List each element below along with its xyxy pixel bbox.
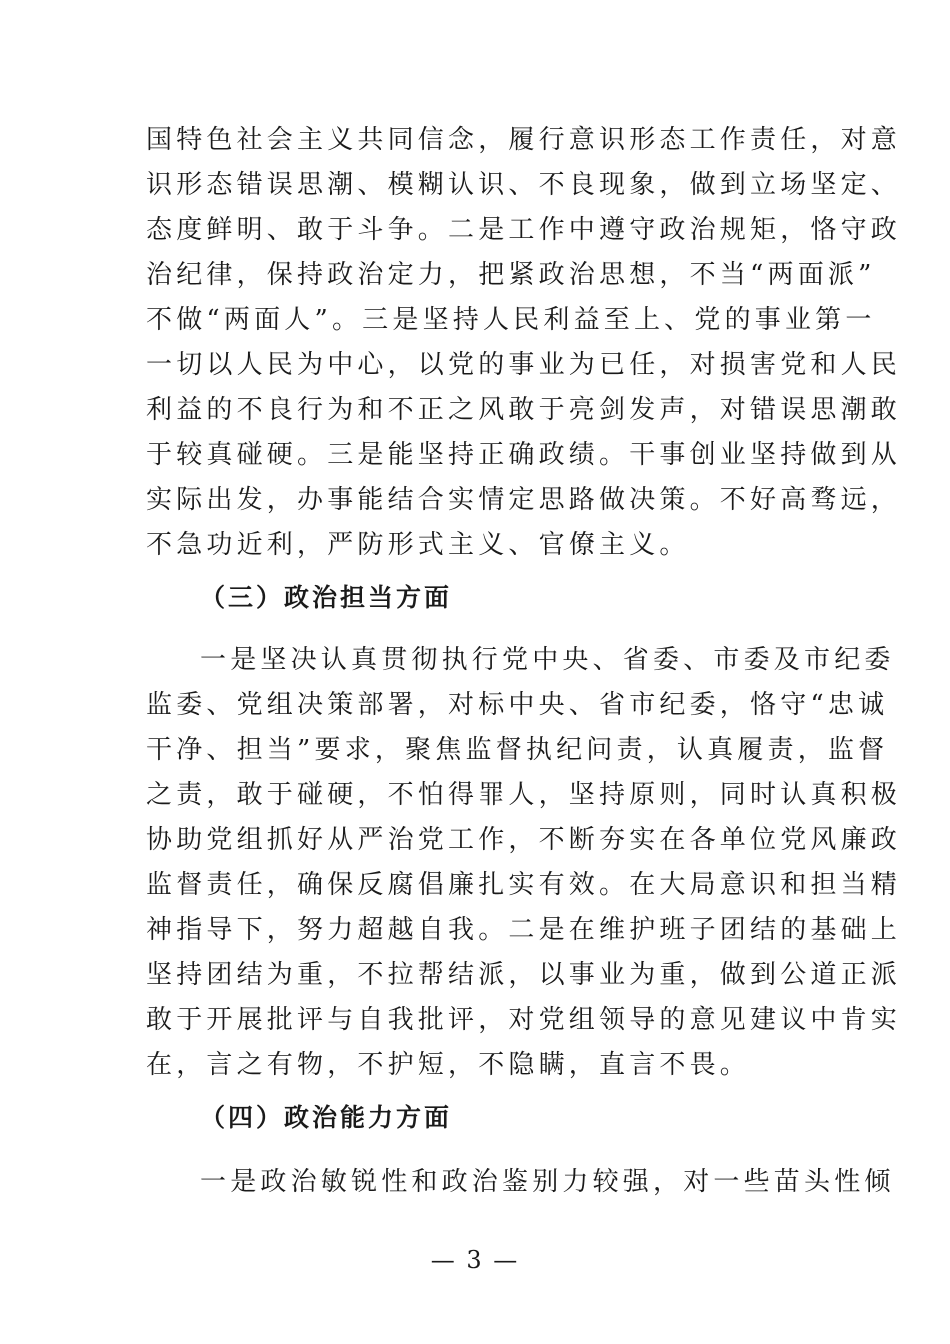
section-heading: （四）政治能力方面 xyxy=(200,1103,453,1132)
body-text-line: 协助党组抓好从严治党工作，不断夯实在各单位党风廉政 xyxy=(146,825,902,855)
body-text-line: 治纪律，保持政治定力，把紧政治思想，不当“两面派” xyxy=(146,260,876,290)
body-text-line: 神指导下，努力超越自我。二是在维护班子团结的基础上 xyxy=(146,915,902,945)
body-text-line: 不急功近利，严防形式主义、官僚主义。 xyxy=(146,530,690,560)
body-text-line: 监督责任，确保反腐倡廉扎实有效。在大局意识和担当精 xyxy=(146,870,902,900)
body-text-line: 监委、党组决策部署，对标中央、省市纪委，恪守“忠诚 xyxy=(146,690,889,720)
body-text-line: 态度鲜明、敢于斗争。二是工作中遵守政治规矩，恪守政 xyxy=(146,215,902,245)
body-text-line: 实际出发，办事能结合实情定思路做决策。不好高骛远， xyxy=(146,485,902,515)
body-text-line: 一是坚决认真贯彻执行党中央、省委、市委及市纪委 xyxy=(200,645,895,675)
body-text-line: 干净、担当”要求，聚焦监督执纪问责，认真履责，监督 xyxy=(146,735,889,765)
body-text-line: 敢于开展批评与自我批评，对党组领导的意见建议中肯实 xyxy=(146,1005,902,1035)
body-text-line: 坚持团结为重，不拉帮结派，以事业为重，做到公道正派 xyxy=(146,960,902,990)
body-text-line: 利益的不良行为和不正之风敢于亮剑发声，对错误思潮敢 xyxy=(146,395,902,425)
section-heading: （三）政治担当方面 xyxy=(200,583,453,612)
body-text-line: 于较真碰硬。三是能坚持正确政绩。干事创业坚持做到从 xyxy=(146,440,902,470)
body-text-line: 在，言之有物，不护短，不隐瞒，直言不畏。 xyxy=(146,1050,751,1080)
body-text-line: 之责，敢于碰硬，不怕得罪人，坚持原则，同时认真积极 xyxy=(146,780,902,810)
body-text-line: 一切以人民为中心，以党的事业为已任，对损害党和人民 xyxy=(146,350,902,380)
body-text-line: 国特色社会主义共同信念，履行意识形态工作责任，对意 xyxy=(146,125,902,155)
body-text-line: 一是政治敏锐性和政治鉴别力较强，对一些苗头性倾 xyxy=(200,1167,895,1197)
body-text-line: 不做“两面人”。三是坚持人民利益至上、党的事业第一 xyxy=(146,305,876,335)
body-text-line: 识形态错误思潮、模糊认识、不良现象，做到立场坚定、 xyxy=(146,170,902,200)
page-number: — 3 — xyxy=(430,1246,520,1274)
